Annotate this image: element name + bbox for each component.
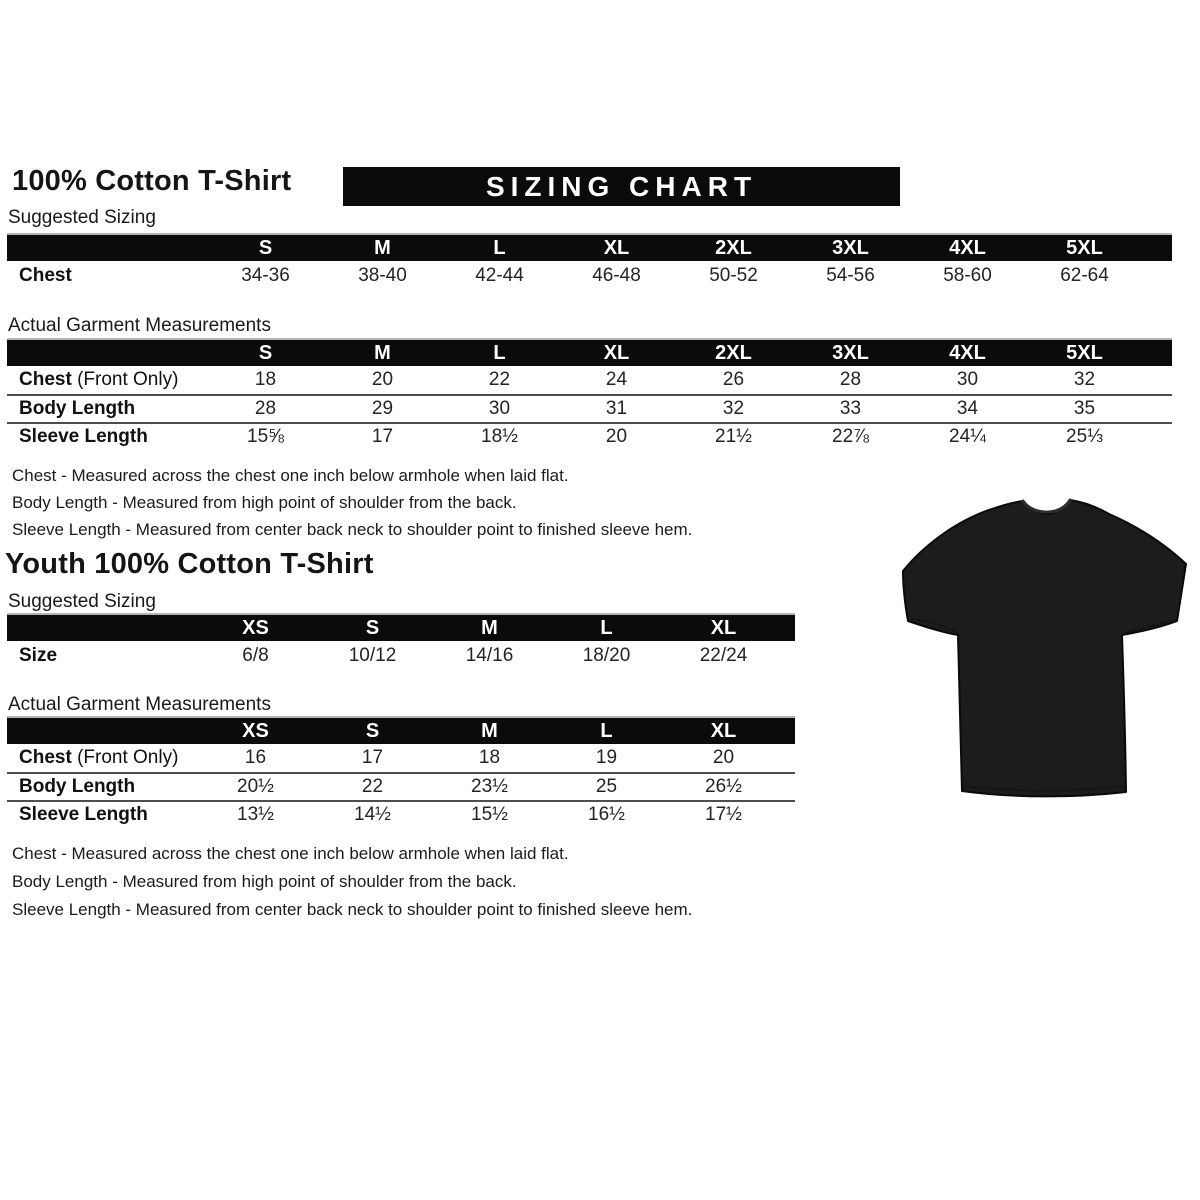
note-line: Body Length - Measured from high point of shoulder from the back. [12,493,517,512]
size-header: XL [603,236,630,259]
row-label [7,747,197,769]
size-header: M [481,616,498,639]
row-label [7,776,197,798]
table-cell: 20 [712,747,735,768]
table-cell: 28 [839,369,862,390]
size-header: XL [603,341,630,364]
table-cell: 17 [361,747,384,768]
table-row [7,800,795,828]
table-cell: 26 [722,369,745,390]
table-cell: 20 [605,426,628,447]
t-shirt-body [903,500,1186,796]
row-label [7,398,207,420]
size-header: XL [710,719,737,742]
size-header: S [258,236,273,259]
size-header: XL [710,616,737,639]
adult-suggested-header-row [7,235,1172,261]
size-header: S [258,341,273,364]
size-header: M [374,236,391,259]
row-label-main: Sleeve Length [19,804,148,825]
table-cell: 18 [254,369,277,390]
note-line: Chest - Measured across the chest one inch below armhole when laid flat. [12,844,569,863]
adult-suggested-sizing-table [7,233,1172,291]
table-cell: 23½ [471,776,508,797]
t-shirt-image [893,474,1195,806]
adult-measurement-notes [12,462,692,543]
table-cell: 18½ [481,426,518,447]
table-cell: 24 [605,369,628,390]
table-cell: 20 [371,369,394,390]
table-cell: 28 [254,398,277,419]
table-cell: 25⅓ [1066,426,1103,447]
table-row [7,394,1172,422]
size-header: 5XL [1066,236,1103,259]
adult-suggested-sizing-label: Suggested Sizing [8,207,156,228]
row-label-main: Chest [19,747,72,768]
table-row [7,261,1172,291]
size-header: L [493,341,506,364]
row-label [7,369,207,391]
t-shirt-graphic [893,474,1195,806]
youth-section-title: Youth 100% Cotton T-Shirt [5,548,374,580]
table-cell: 32 [722,398,745,419]
row-label [7,804,197,826]
table-row [7,366,1172,394]
table-cell: 33 [839,398,862,419]
size-header: 3XL [832,341,869,364]
size-header: 2XL [715,236,752,259]
table-cell: 29 [371,398,394,419]
size-header: M [481,719,498,742]
row-label-main: Body Length [19,776,136,797]
table-cell: 42-44 [475,265,524,286]
table-cell: 15⅝ [247,426,284,447]
table-cell: 24¼ [949,426,986,447]
note-line: Chest - Measured across the chest one inch below armhole when laid flat. [12,466,569,485]
row-label-main: Chest [19,369,72,390]
size-header: 2XL [715,341,752,364]
size-header: 4XL [949,236,986,259]
note-line: Sleeve Length - Measured from center back neck to shoulder point to finished sleeve hem. [12,900,693,919]
table-cell: 62-64 [1060,265,1109,286]
table-cell: 54-56 [826,265,875,286]
row-label: Chest [19,265,72,286]
table-row [7,772,795,800]
table-cell: 35 [1073,398,1096,419]
table-cell: 22 [361,776,384,797]
table-cell: 32 [1073,369,1096,390]
table-cell: 6/8 [242,645,269,666]
table-cell: 13½ [237,804,274,825]
note-line: Sleeve Length - Measured from center back neck to shoulder point to finished sleeve hem. [12,520,693,539]
table-cell: 50-52 [709,265,758,286]
table-cell: 46-48 [592,265,641,286]
table-cell: 14/16 [465,645,514,666]
table-cell: 30 [488,398,511,419]
youth-suggested-header-row [7,615,795,641]
adult-actual-measurements-table [7,338,1172,450]
youth-actual-measurements-table [7,716,795,828]
table-cell: 58-60 [943,265,992,286]
youth-suggested-sizing-label: Suggested Sizing [8,591,156,612]
table-cell: 10/12 [348,645,397,666]
sizing-chart-banner: SIZING CHART [343,167,900,206]
youth-actual-header-row [7,718,795,744]
table-cell: 15½ [471,804,508,825]
table-cell: 17½ [705,804,742,825]
table-row [7,744,795,772]
table-cell: 30 [956,369,979,390]
table-row [7,641,795,671]
youth-actual-measurements-label: Actual Garment Measurements [8,694,271,715]
table-row [7,422,1172,450]
table-cell: 38-40 [358,265,407,286]
note-line: Body Length - Measured from high point of shoulder from the back. [12,872,517,891]
size-header: M [374,341,391,364]
row-label-main: Body Length [19,398,136,419]
size-header: 5XL [1066,341,1103,364]
page-title: 100% Cotton T-Shirt [12,165,292,197]
size-header: S [365,616,380,639]
table-cell: 16 [244,747,267,768]
size-header: 4XL [949,341,986,364]
youth-suggested-sizing-table [7,613,795,671]
table-cell: 21½ [715,426,752,447]
row-label [7,426,207,448]
size-header: 3XL [832,236,869,259]
table-cell: 16½ [588,804,625,825]
table-cell: 22 [488,369,511,390]
youth-measurement-notes [12,840,692,924]
table-cell: 34-36 [241,265,290,286]
table-cell: 18 [478,747,501,768]
size-header: L [493,236,506,259]
size-header: S [365,719,380,742]
size-header: XS [242,719,269,742]
table-cell: 25 [595,776,618,797]
size-header: L [600,719,613,742]
table-cell: 31 [605,398,628,419]
table-cell: 22⅞ [832,426,869,447]
table-cell: 26½ [705,776,742,797]
table-cell: 34 [956,398,979,419]
size-header: XS [242,616,269,639]
table-cell: 17 [371,426,394,447]
table-cell: 20½ [237,776,274,797]
row-label-main: Sleeve Length [19,426,148,447]
table-cell: 22/24 [699,645,748,666]
row-label-suffix: (Front Only) [71,747,179,768]
adult-actual-header-row [7,340,1172,366]
row-label: Size [19,645,58,666]
table-cell: 14½ [354,804,391,825]
table-cell: 18/20 [582,645,631,666]
table-cell: 19 [595,747,618,768]
row-label-suffix: (Front Only) [71,369,179,390]
adult-actual-measurements-label: Actual Garment Measurements [8,315,271,336]
size-header: L [600,616,613,639]
